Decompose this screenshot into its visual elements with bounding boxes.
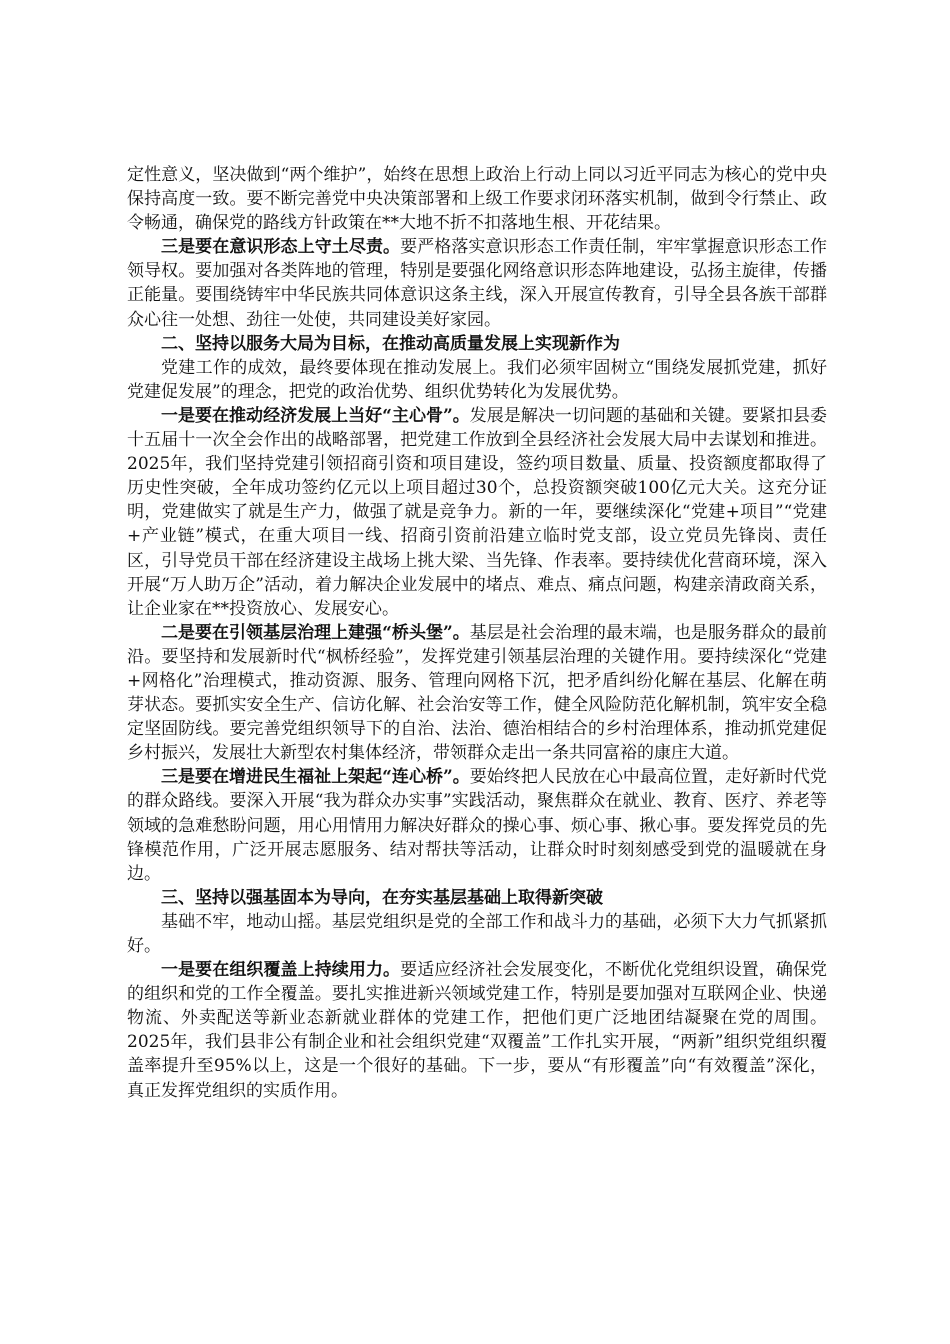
paragraph-point [127,958,827,1103]
paragraph-continuation [127,163,827,235]
paragraph-body [127,356,827,404]
paragraph-text: 发展是解决一切问题的基础和关键。要紧扣县委十五届十一次全会作出的战略部署，把党建工作放到全县经济社会发展大局中去谋划和推进。2025年，我们坚持党建引领招商引资和项目建设，签约项目数量、质量、投资额度都取得了历史性突破，全年成功签约亿元以上项目超过30个，总投资额突破100亿元大关。这充分证明，党建做实了就是生产力，做强了就是竞争力。新的一年，要继续深化“党建+项目”“党建+产业链”模式，在重大项目一线、招商引资前沿建立临时党支部，设立党员先锋岗、责任区，引导党员干部在经济建设主战场上挑大梁、当先锋、作表率。要持续优化营商环境，深入开展“万人助万企”活动，着力解决企业发展中的堵点、难点、痛点问题，构建亲清政商关系，让企业家在**投资放心、发展安心。 [127,405,828,619]
paragraph-text: 定性意义，坚决做到“两个维护”，始终在思想上政治上行动上同以习近平同志为核心的党中央保持高度一致。要不断完善党中央决策部署和上级工作要求闭环落实机制，做到令行禁止、政令畅通，确保党的路线方针政策在**大地不折不扣落地生根、开花结果。 [127,165,827,234]
paragraph-point [127,621,827,766]
section-heading [127,886,827,910]
paragraph-point [127,235,827,331]
section-heading-text: 二、坚持以服务大局为目标，在推动高质量发展上实现新作为 [161,333,620,354]
paragraph-text: 党建工作的成效，最终要体现在推动发展上。我们必须牢固树立“围绕发展抓党建，抓好党建促发展”的理念，把党的政治优势、组织优势转化为发展优势。 [127,357,827,402]
paragraph-lead: 二是要在引领基层治理上建强“桥头堡”。 [161,622,470,643]
paragraph-point [127,765,827,885]
paragraph-lead: 一是要在推动经济发展上当好“主心骨”。 [161,405,470,426]
paragraph-text: 要适应经济社会发展变化，不断优化党组织设置，确保党的组织和党的工作全覆盖。要扎实推进新兴领域党建工作，特别是要加强对互联网企业、快递物流、外卖配送等新业态新就业群体的党建工作，把他们更广泛地团结凝聚在党的周围。2025年，我们县非公有制企业和社会组织党建“双覆盖”工作扎实开展，“两新”组织党组织覆盖率提升至95%以上，这是一个很好的基础。下一步，要从“有形覆盖”向“有效覆盖”深化，真正发挥党组织的实质作用。 [127,960,828,1101]
paragraph-text: 基层是社会治理的最末端，也是服务群众的最前沿。要坚持和发展新时代“枫桥经验”，发挥党建引领基层治理的关键作用。要持续深化“党建+网格化”治理模式，推动资源、服务、管理向网格下沉，把矛盾纠纷化解在基层、化解在萌芽状态。要抓实安全生产、信访化解、社会治安等工作，健全风险防范化解机制，筑牢安全稳定坚固防线。要完善党组织领导下的自治、法治、德治相结合的乡村治理体系，推动抓党建促乡村振兴，发展壮大新型农村集体经济，带领群众走出一条共同富裕的康庄大道。 [127,622,828,764]
paragraph-point [127,404,827,621]
paragraph-lead: 一是要在组织覆盖上持续用力。 [161,960,401,981]
section-heading [127,332,827,356]
paragraph-text: 要严格落实意识形态工作责任制，牢牢掌握意识形态工作领导权。要加强对各类阵地的管理，特别是要强化网络意识形态阵地建设，弘扬主旋律，传播正能量。要围绕铸牢中华民族共同体意识这条主线，深入开展宣传教育，引导全县各族干部群众心往一处想、劲往一处使，共同建设美好家园。 [127,237,828,330]
document-page [127,163,827,1103]
paragraph-lead: 三是要在意识形态上守土尽责。 [161,237,401,258]
paragraph-text: 基础不牢，地动山摇。基层党组织是党的全部工作和战斗力的基础，必须下大力气抓紧抓好。 [127,911,827,956]
paragraph-text: 要始终把人民放在心中最高位置，走好新时代党的群众路线。要深入开展“我为群众办实事”实践活动，聚焦群众在就业、教育、医疗、养老等领域的急难愁盼问题，用心用情用力解决好群众的操心事、烦心事、揪心事。要发挥党员的先锋模范作用，广泛开展志愿服务、结对帮扶等活动，让群众时时刻刻感受到党的温暖就在身边。 [127,767,828,884]
paragraph-body [127,910,827,958]
paragraph-lead: 三是要在增进民生福祉上架起“连心桥”。 [161,767,470,788]
section-heading-text: 三、坚持以强基固本为导向，在夯实基层基础上取得新突破 [161,887,603,908]
